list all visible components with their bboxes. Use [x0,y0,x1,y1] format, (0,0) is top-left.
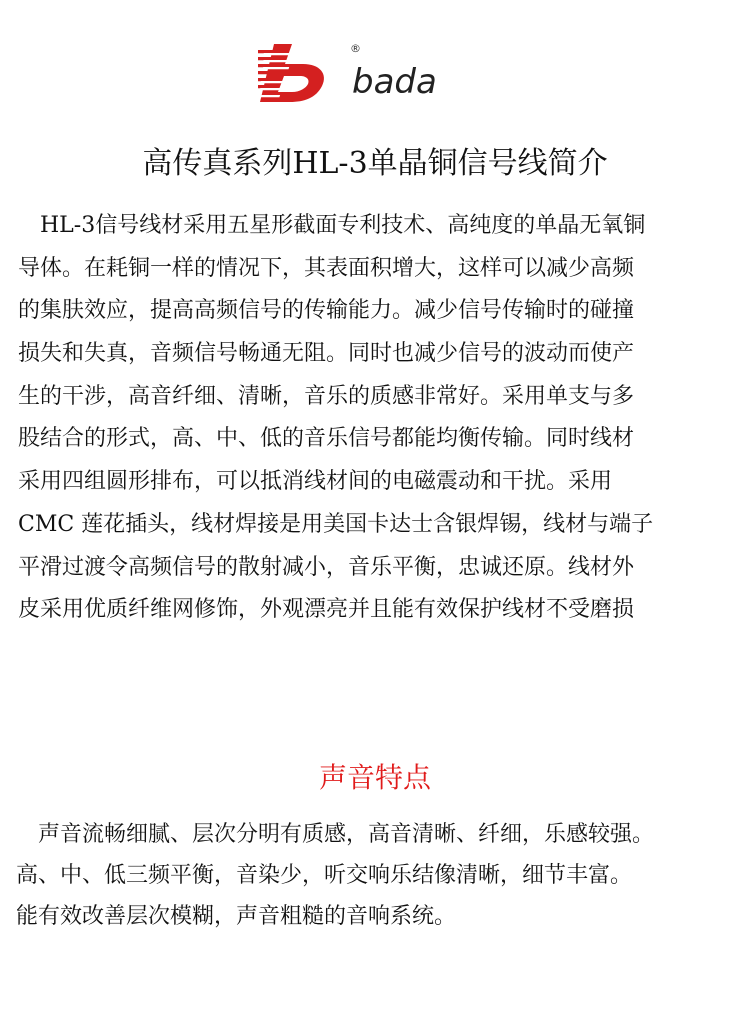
registered-mark: ® [350,42,361,55]
intro-line: CMC 莲花插头，线材焊接是用美国卡达士含银焊锡，线材与端子 [18,511,654,537]
logo-wordmark: bada [352,62,437,102]
features-line: 声音流畅细腻、层次分明有质感，高音清晰、纤细，乐感较强。 [16,822,655,847]
intro-paragraph [18,205,728,632]
section-title-sound-features: 声音特点 [318,761,431,794]
intro-line: 平滑过渡令高频信号的散射减小，音乐平衡，忠诚还原。线材外 [18,554,635,580]
bada-b-logo-icon [258,40,358,106]
intro-line: 导体。在耗铜一样的情况下，其表面积增大，这样可以减少高频 [18,255,635,281]
features-line: 高、中、低三频平衡，音染少，听交响乐结像清晰，细节丰富。 [16,863,633,888]
intro-line: 的集肤效应，提高高频信号的传输能力。减少信号传输时的碰撞 [18,298,635,324]
features-paragraph [16,814,736,937]
features-line: 能有效改善层次模糊，声音粗糙的音响系统。 [16,904,457,929]
intro-line: 生的干涉，高音纤细、清晰，音乐的质感非常好。采用单支与多 [18,383,635,409]
intro-line: 皮采用优质纤维网修饰，外观漂亮并且能有效保护线材不受磨损 [18,597,635,623]
page-title: 高传真系列HL-3单晶铜信号线简介 [142,146,608,181]
intro-line: 股结合的形式，高、中、低的音乐信号都能均衡传输。同时线材 [18,426,635,452]
intro-line: 损失和失真，音频信号畅通无阻。同时也减少信号的波动而使产 [18,341,635,367]
intro-line: 采用四组圆形排布，可以抵消线材间的电磁震动和干扰。采用 [18,469,613,495]
intro-line: HL-3信号线材采用五星形截面专利技术、高纯度的单晶无氧铜 [18,213,646,238]
